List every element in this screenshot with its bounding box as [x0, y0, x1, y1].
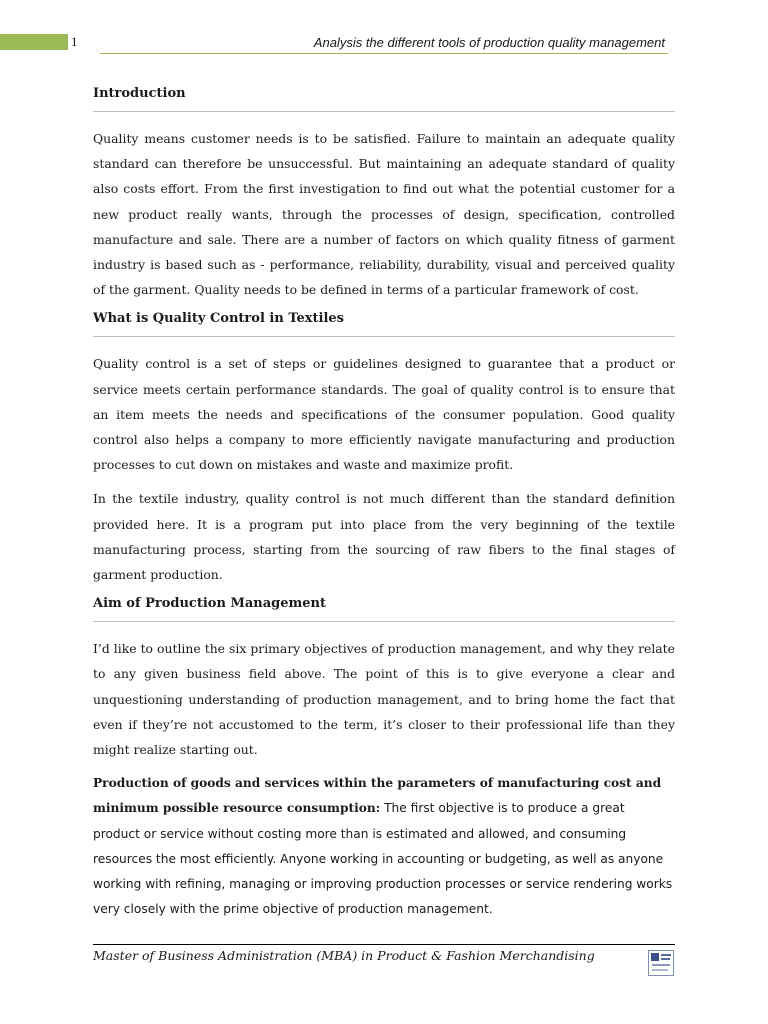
- objective-lead-bold: Production of goods and services within the parameters of manufacturing cost and minimum possible resource consumption:: [93, 776, 662, 816]
- header-accent-bar: [0, 34, 68, 50]
- footer-rule: [93, 944, 675, 945]
- university-logo-icon: [648, 950, 674, 976]
- objective-paragraph: [93, 771, 675, 922]
- section-heading: Introduction: [93, 86, 675, 112]
- paragraph: Quality means customer needs is to be satisfied. Failure to maintain an adequate quality standard can therefore be unsuccessful. But maintaining an adequate standard of quality also costs effort. From the first investigation to find out what the potential customer for a new product really wants, through the processes of design, specification, controlled manufacture and sale. There are a number of factors on which quality fitness of garment industry is based such as - performance, reliability, durability, visual and perceived quality of the garment. Quality needs to be defined in terms of a particular framework of cost.: [93, 131, 675, 298]
- section-quality-control: [93, 311, 675, 587]
- header-rule: [100, 53, 668, 54]
- running-header-title: Analysis the different tools of production quality management: [313, 35, 665, 50]
- footer-text: Master of Business Administration (MBA) in Product & Fashion Merchandising: [93, 948, 595, 963]
- section-production-management: [93, 596, 675, 922]
- objective-text: The first objective is to produce a great product or service without costing more than is estimated and allowed, and consuming resources the most efficiently. Anyone working in accounting or budgeting, as well as anyone working with refining, managing or improving production processes or service rendering works very closely with the prime objective of production management.: [93, 801, 673, 917]
- section-introduction: [93, 86, 675, 302]
- paragraph: I’d like to outline the six primary objectives of production management, and why they relate to any given business field above. The point of this is to give everyone a clear and unquestioning understanding of production management, and to bring home the fact that even if they’re not accustomed to the term, it’s closer to their professional life than they might realize starting out.: [93, 641, 675, 758]
- paragraph: Quality control is a set of steps or guidelines designed to guarantee that a product or service meets certain performance standards. The goal of quality control is to ensure that an item meets the needs and specifications of the consumer population. Good quality control also helps a company to more efficiently navigate manufacturing and production processes to cut down on mistakes and waste and maximize profit.: [93, 356, 675, 473]
- section-heading: What is Quality Control in Textiles: [93, 311, 675, 337]
- paragraph: In the textile industry, quality control is not much different than the standard definition provided here. It is a program put into place from the very beginning of the textile manufacturing process, starting from the sourcing of raw fibers to the final stages of garment production.: [93, 491, 675, 583]
- page-number: 1: [71, 34, 78, 49]
- document-body: [93, 86, 675, 931]
- section-heading: Aim of Production Management: [93, 596, 675, 622]
